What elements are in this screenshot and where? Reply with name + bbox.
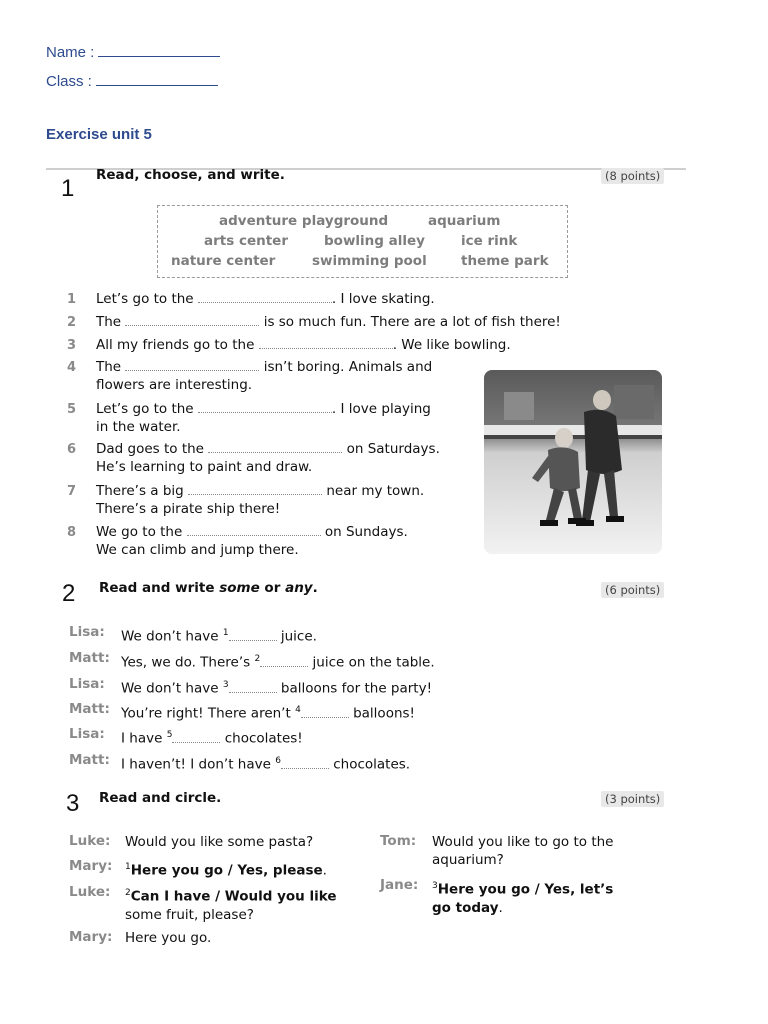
- blank-number: 2: [254, 654, 261, 664]
- section2-heading: [99, 580, 318, 596]
- speaker-label: Luke:: [69, 884, 111, 900]
- word-option: ice rink: [461, 233, 518, 249]
- question-text: near my town.: [326, 483, 425, 499]
- question-text: . I love playing: [331, 401, 431, 417]
- heading-text: some: [219, 580, 260, 596]
- answer-blank[interactable]: [187, 523, 321, 536]
- question-2: [96, 313, 561, 331]
- choice-options[interactable]: Here you go / Yes, let’s: [437, 881, 614, 898]
- question-number: 6: [67, 442, 77, 457]
- question-number: 5: [67, 402, 77, 417]
- question-number: 3: [67, 338, 77, 353]
- answer-blank[interactable]: [125, 313, 259, 326]
- dialogue-line: [121, 752, 410, 774]
- class-blank[interactable]: [96, 71, 218, 86]
- question-number: 4: [67, 360, 77, 375]
- dialogue-line: [121, 701, 415, 723]
- dialogue-text: chocolates.: [333, 756, 411, 773]
- question-text: Dad goes to the: [96, 441, 204, 457]
- question-3: [96, 336, 511, 354]
- dialogue-line: [121, 650, 435, 672]
- name-field[interactable]: [46, 42, 220, 61]
- choice-number: 1: [125, 862, 131, 872]
- question-number: 2: [67, 315, 77, 330]
- question-text: The: [96, 359, 122, 375]
- question-text: There’s a pirate ship there!: [96, 501, 281, 517]
- heading-text: any: [285, 580, 313, 596]
- speaker-label: Lisa:: [69, 676, 105, 692]
- blank-number: 4: [295, 705, 301, 715]
- word-option: theme park: [461, 253, 549, 269]
- word-option: aquarium: [428, 213, 501, 229]
- blank-number: 6: [275, 756, 281, 766]
- dialogue-text: chocolates!: [224, 730, 303, 747]
- speaker-label: Lisa:: [69, 624, 105, 640]
- dialogue-text: Would you like some pasta?: [125, 834, 314, 850]
- answer-blank[interactable]: [259, 336, 393, 349]
- blank-number: 3: [222, 680, 229, 690]
- dialogue-line: [432, 833, 613, 869]
- choice-options[interactable]: go today: [432, 899, 499, 916]
- answer-blank[interactable]: [281, 756, 329, 769]
- speaker-label: Matt:: [69, 752, 110, 768]
- question-text: isn’t boring. Animals and: [263, 359, 433, 375]
- circle-choice-3[interactable]: [432, 877, 613, 917]
- question-text: We go to the: [96, 524, 183, 540]
- dialogue-text: some fruit, please?: [125, 906, 254, 923]
- ice-rink-photo: [484, 370, 662, 554]
- question-text: We can climb and jump there.: [96, 542, 299, 558]
- answer-blank[interactable]: [260, 654, 308, 667]
- dialogue-text: balloons for the party!: [280, 680, 433, 697]
- question-number: 1: [67, 292, 77, 307]
- heading-text: Read and write: [99, 580, 220, 596]
- question-number: 8: [67, 525, 77, 540]
- circle-choice-2[interactable]: [125, 884, 337, 924]
- section3-heading: Read and circle.: [99, 790, 222, 806]
- circle-choice-1[interactable]: [125, 858, 327, 880]
- question-8: [96, 523, 408, 559]
- speaker-label: Lisa:: [69, 726, 105, 742]
- dialogue-line: [121, 726, 303, 748]
- blank-number: 5: [166, 730, 173, 740]
- question-text: The: [96, 314, 122, 330]
- question-text: There’s a big: [96, 483, 184, 499]
- choice-number: 2: [125, 888, 131, 898]
- name-blank[interactable]: [98, 42, 220, 57]
- choice-number: 3: [432, 881, 438, 891]
- dialogue-text: We don’t have: [121, 680, 219, 697]
- answer-blank[interactable]: [172, 730, 220, 743]
- speaker-label: Matt:: [69, 701, 110, 717]
- dialogue-text: We don’t have: [121, 628, 219, 645]
- dialogue-text: juice.: [280, 628, 317, 645]
- word-option: arts center: [204, 233, 288, 249]
- question-text: on Sundays.: [324, 524, 408, 540]
- dialogue-text: juice on the table.: [312, 654, 435, 671]
- question-5: [96, 400, 431, 436]
- answer-blank[interactable]: [301, 705, 349, 718]
- question-text: He’s learning to paint and draw.: [96, 459, 313, 475]
- section2-points: (6 points): [601, 582, 664, 598]
- question-number: 7: [67, 484, 77, 499]
- choice-options[interactable]: Here you go / Yes, please: [130, 862, 323, 879]
- question-7: [96, 482, 424, 518]
- speaker-label: Matt:: [69, 650, 110, 666]
- page-title: Exercise unit 5: [46, 126, 152, 143]
- answer-blank[interactable]: [208, 440, 342, 453]
- section1-points: (8 points): [601, 168, 664, 184]
- word-option: bowling alley: [324, 233, 425, 249]
- speaker-label: Luke:: [69, 833, 111, 849]
- answer-blank[interactable]: [229, 628, 277, 641]
- question-text: . I love skating.: [331, 291, 435, 307]
- dialogue-text: Would you like to go to the: [432, 834, 614, 850]
- dialogue-text: aquarium?: [432, 852, 504, 868]
- speaker-label: Mary:: [69, 929, 113, 945]
- section2-number: 2: [62, 580, 76, 607]
- question-text: Let’s go to the: [96, 291, 194, 307]
- question-6: [96, 440, 440, 476]
- section3-points: (3 points): [601, 791, 664, 807]
- heading-text: .: [312, 580, 318, 596]
- question-text: in the water.: [96, 419, 181, 435]
- question-4: [96, 358, 432, 394]
- question-text: on Saturdays.: [346, 441, 440, 457]
- class-field[interactable]: [46, 71, 218, 90]
- answer-blank[interactable]: [229, 680, 277, 693]
- answer-blank[interactable]: [198, 400, 332, 413]
- section1-number: 1: [61, 175, 75, 202]
- answer-blank[interactable]: [188, 482, 322, 495]
- class-label: Class :: [46, 73, 92, 90]
- dialogue-text: balloons!: [353, 705, 415, 722]
- dialogue-text: I haven’t! I don’t have: [121, 756, 271, 773]
- speaker-label: Tom:: [380, 833, 417, 849]
- speaker-label: Jane:: [380, 877, 419, 893]
- dialogue-line: [121, 676, 432, 698]
- section3-number: 3: [66, 790, 80, 817]
- choice-options[interactable]: Can I have / Would you like: [130, 888, 337, 905]
- name-label: Name :: [46, 44, 95, 61]
- dialogue-line: [121, 624, 317, 646]
- question-1: [96, 290, 435, 308]
- answer-blank[interactable]: [198, 290, 332, 303]
- word-option: nature center: [171, 253, 276, 269]
- dialogue-text: Here you go.: [125, 930, 212, 946]
- ice-skating-illustration: [484, 370, 662, 554]
- heading-text: or: [259, 580, 286, 596]
- question-text: All my friends go to the: [96, 337, 255, 353]
- dialogue-text: Yes, we do. There’s: [121, 654, 251, 671]
- question-text: is so much fun. There are a lot of fish there!: [263, 314, 561, 330]
- word-option: adventure playground: [219, 213, 389, 229]
- dialogue-text: .: [322, 862, 327, 879]
- dialogue-text: .: [498, 899, 503, 916]
- answer-blank[interactable]: [125, 358, 259, 371]
- blank-number: 1: [222, 628, 229, 638]
- question-text: . We like bowling.: [392, 337, 511, 353]
- question-text: Let’s go to the: [96, 401, 194, 417]
- speaker-label: Mary:: [69, 858, 113, 874]
- dialogue-text: You’re right! There aren’t: [121, 705, 291, 722]
- question-text: flowers are interesting.: [96, 377, 253, 393]
- dialogue-text: I have: [121, 730, 163, 747]
- word-option: swimming pool: [312, 253, 427, 269]
- section1-heading: Read, choose, and write.: [96, 167, 285, 183]
